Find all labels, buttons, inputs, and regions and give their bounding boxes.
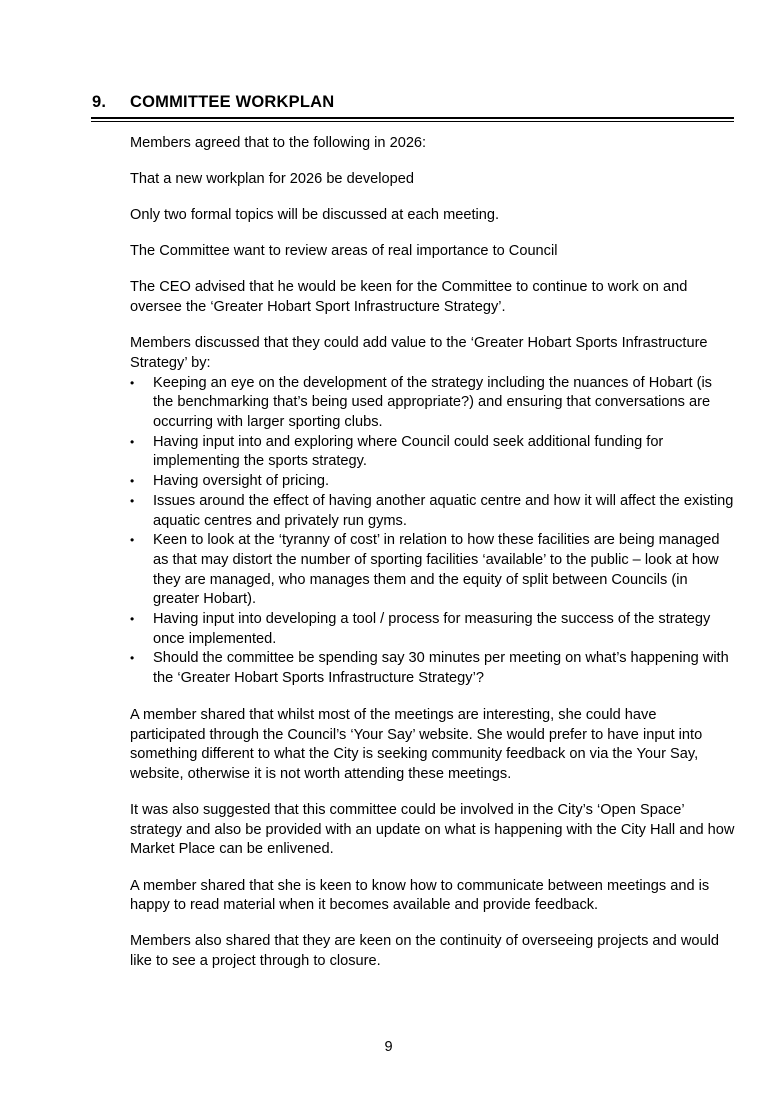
bullet-icon: • bbox=[130, 375, 135, 390]
paragraph: Members also shared that they are keen on the continuity of overseeing projects and would like to see a project through to closure. bbox=[130, 933, 719, 970]
list-item bbox=[130, 433, 735, 472]
paragraph: A member shared that whilst most of the meetings are interesting, she could have participated through the Council’s ‘Your Say’ website. She would prefer to have input into something different to what the City is seeking community feedback on via the Your Say, website, otherwise it is not worth attending these meetings. bbox=[130, 706, 703, 782]
list-item bbox=[130, 610, 735, 649]
bullet-icon: • bbox=[130, 533, 135, 548]
heading-rule-thick bbox=[91, 117, 734, 119]
section-body bbox=[130, 134, 735, 988]
section-number: 9. bbox=[92, 93, 107, 111]
bullet-icon: • bbox=[130, 493, 135, 508]
list-item-text: Should the committee be spending say 30 minutes per meeting on what’s happening with the ‘Greater Hobart Sports Infrastructure Strategy’? bbox=[153, 650, 729, 687]
bullet-icon: • bbox=[130, 474, 135, 489]
list-item bbox=[130, 649, 735, 688]
list-intro: Members discussed that they could add value to the ‘Greater Hobart Sports Infrastructure Strategy’ by: bbox=[130, 335, 708, 371]
list-item-text: Having input into developing a tool / process for measuring the success of the strategy once implemented. bbox=[153, 611, 711, 647]
list-item-text: Issues around the effect of having another aquatic centre and how it will affect the existing aquatic centres and privately run gyms. bbox=[153, 492, 734, 529]
paragraph: Only two formal topics will be discussed at each meeting. bbox=[130, 207, 500, 224]
list-item bbox=[130, 472, 735, 492]
paragraph: A member shared that she is keen to know how to communicate between meetings and is happy to read material when it becomes available and provide feedback. bbox=[130, 877, 710, 914]
paragraph: Members agreed that to the following in 2026: bbox=[130, 135, 427, 151]
heading-rule-thin bbox=[91, 121, 734, 122]
bullet-icon: • bbox=[130, 612, 135, 627]
section-heading bbox=[92, 92, 732, 112]
list-item-text: Keen to look at the ‘tyranny of cost’ in relation to how these facilities are being managed as that may distort the number of sporting facilities ‘available’ to the public – look at how they are managed, who manages them and the equity of split between Councils (in greater Hobart). bbox=[153, 532, 720, 608]
paragraph: It was also suggested that this committee could be involved in the City’s ‘Open Space’ strategy and also be provided with an update on what is happening with the City Hall and how Market Place can be enlivened. bbox=[130, 802, 735, 858]
paragraph: That a new workplan for 2026 be developed bbox=[130, 171, 414, 188]
paragraph: The CEO advised that he would be keen for the Committee to continue to work on and oversee the ‘Greater Hobart Sport Infrastructure Strategy’. bbox=[130, 279, 688, 316]
list-item bbox=[130, 531, 735, 610]
bullet-list bbox=[130, 374, 735, 689]
list-item bbox=[130, 492, 735, 531]
bullet-icon: • bbox=[130, 651, 135, 666]
list-item bbox=[130, 374, 735, 433]
list-item-text: Keeping an eye on the development of the strategy including the nuances of Hobart (is the benchmarking that’s being used appropriate?) and ensuring that conversations are occurring with larger sporting clubs. bbox=[153, 374, 712, 430]
list-item-text: Having oversight of pricing. bbox=[153, 473, 330, 490]
paragraph: The Committee want to review areas of real importance to Council bbox=[130, 243, 558, 260]
bullet-icon: • bbox=[130, 434, 135, 449]
page-number: 9 bbox=[384, 1039, 393, 1055]
section-title: COMMITTEE WORKPLAN bbox=[130, 93, 335, 111]
list-item-text: Having input into and exploring where Council could seek additional funding for implementing the sports strategy. bbox=[153, 433, 664, 470]
